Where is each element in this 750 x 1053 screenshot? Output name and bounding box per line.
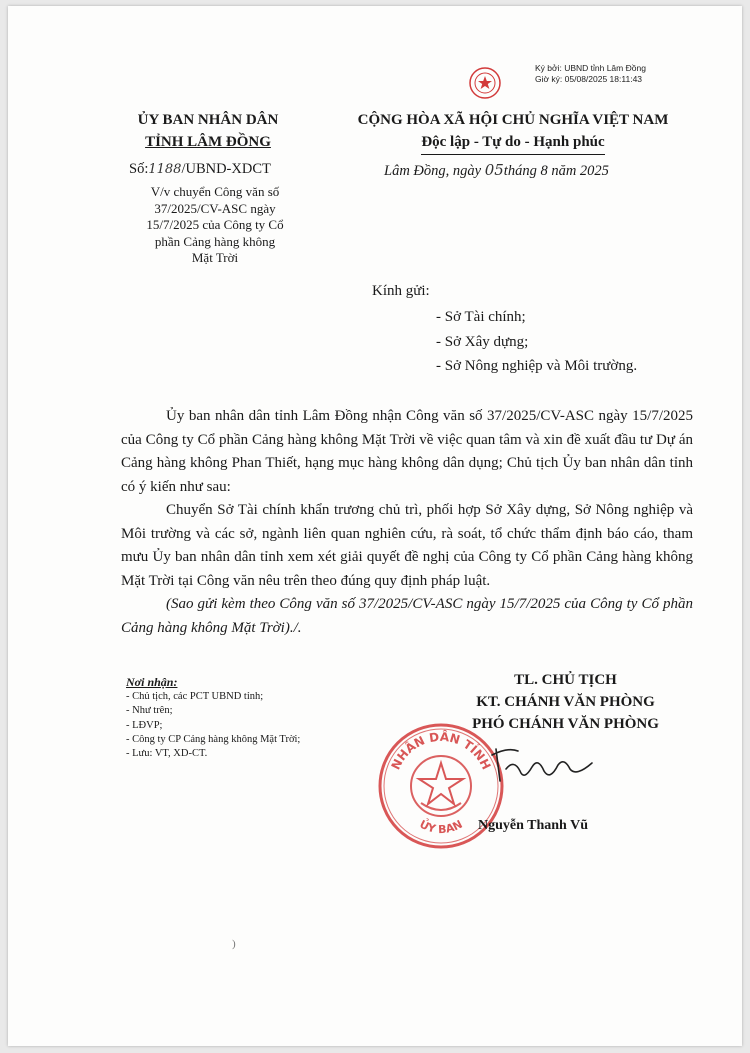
doc-number-suffix: /UBND-XDCT <box>181 161 271 177</box>
issuer-line-2: TỈNH LÂM ĐỒNG <box>145 134 271 150</box>
issuer-line-1: ỦY BAN NHÂN DÂN <box>137 112 279 128</box>
addressee-label: Kính gửi: <box>372 283 430 299</box>
subject-line: 15/7/2025 của Công ty Cổ <box>146 217 284 232</box>
subject-line: phần Cảng hàng không <box>154 233 276 249</box>
distribution-item: - LĐVP; <box>126 719 163 731</box>
distribution-item: - Lưu: VT, XD-CT. <box>126 748 208 760</box>
doc-number-handwritten: 1188 <box>148 162 182 177</box>
digital-signature-seal-icon <box>469 67 501 99</box>
document-date <box>384 161 609 180</box>
subject-line: Mặt Trời <box>191 250 239 265</box>
page-mark: ) <box>232 938 236 950</box>
subject-line: V/v chuyển Công văn số <box>150 184 280 199</box>
doc-number-prefix: Số: <box>129 161 149 177</box>
distribution-item: - Công ty CP Cảng hàng không Mặt Trời; <box>126 733 301 745</box>
national-header <box>333 109 693 155</box>
date-rest: tháng 8 năm 2025 <box>503 163 609 179</box>
date-prefix: Lâm Đồng, ngày <box>384 163 485 179</box>
signed-time: Giờ ký: 05/08/2025 18:11:43 <box>535 74 643 84</box>
distribution-item: - Chủ tịch, các PCT UBND tỉnh; <box>126 691 264 703</box>
recipient-item: - Sở Nông nghiệp và Môi trường. <box>436 358 638 374</box>
body-paragraph: Ủy ban nhân dân tỉnh Lâm Đồng nhận Công văn số 37/2025/CV-ASC ngày 15/7/2025 của Công ty Cổ phần Cảng hàng không Mặt Trời về việc quan tâm và xin đề xuất đầu tư Dự án Cảng hàng không Phan Thiết, hạng mục hàng không dân dụng; Chủ tịch Ủy ban nhân dân tỉnh có ý kiến như sau: <box>121 408 693 495</box>
national-title: CỘNG HÒA XÃ HỘI CHỦ NGHĨA VIỆT NAM <box>357 112 669 128</box>
svg-text:ỦY BAN <box>417 817 464 836</box>
issuer-header <box>108 109 308 153</box>
subject-line: 37/2025/CV-ASC ngày <box>154 200 276 216</box>
signature-title-line: PHÓ CHÁNH VĂN PHÒNG <box>472 716 659 732</box>
signature-title-line: TL. CHỦ TỊCH <box>514 672 617 688</box>
distribution-list <box>126 675 300 761</box>
recipient-item: - Sở Tài chính; <box>436 309 526 325</box>
document-number <box>129 161 271 178</box>
recipient-item: - Sở Xây dựng; <box>436 333 529 350</box>
handwritten-signature-icon <box>488 741 598 796</box>
digital-signature-info <box>535 63 646 85</box>
date-day: 05 <box>484 161 504 179</box>
signature-title-line: KT. CHÁNH VĂN PHÒNG <box>476 694 655 710</box>
seal-bottom-text: ỦY BAN <box>417 817 465 837</box>
distribution-title: Nơi nhận: <box>126 675 178 689</box>
recipient-list <box>436 305 637 379</box>
document-subject <box>120 184 310 267</box>
seal-top-text: NHÂN DÂN TỈNH <box>388 729 494 772</box>
signed-by: Ký bởi: UBND tỉnh Lâm Đồng <box>535 63 646 73</box>
document-page <box>8 6 742 1046</box>
signer-name: Nguyễn Thanh Vũ <box>478 818 588 833</box>
distribution-item: - Như trên; <box>126 705 173 717</box>
body-paragraph: Chuyển Sở Tài chính khẩn trương chủ trì, phối hợp Sở Xây dựng, Sở Nông nghiệp và Môi trường và các sở, ngành liên quan nghiên cứu, rà soát, tổ chức thẩm định báo cáo, tham mưu Ủy ban nhân dân tỉnh xem xét giải quyết đề nghị của Công ty Cổ phần Cảng hàng không Mặt Trời tại Công văn nêu trên theo đúng quy định pháp luật. <box>121 502 693 589</box>
document-body <box>121 405 693 640</box>
body-paragraph-note: (Sao gửi kèm theo Công văn số 37/2025/CV-ASC ngày 15/7/2025 của Công ty Cổ phần Cảng hàng không Mặt Trời)./. <box>121 596 693 636</box>
national-motto: Độc lập - Tự do - Hạnh phúc <box>421 131 604 155</box>
